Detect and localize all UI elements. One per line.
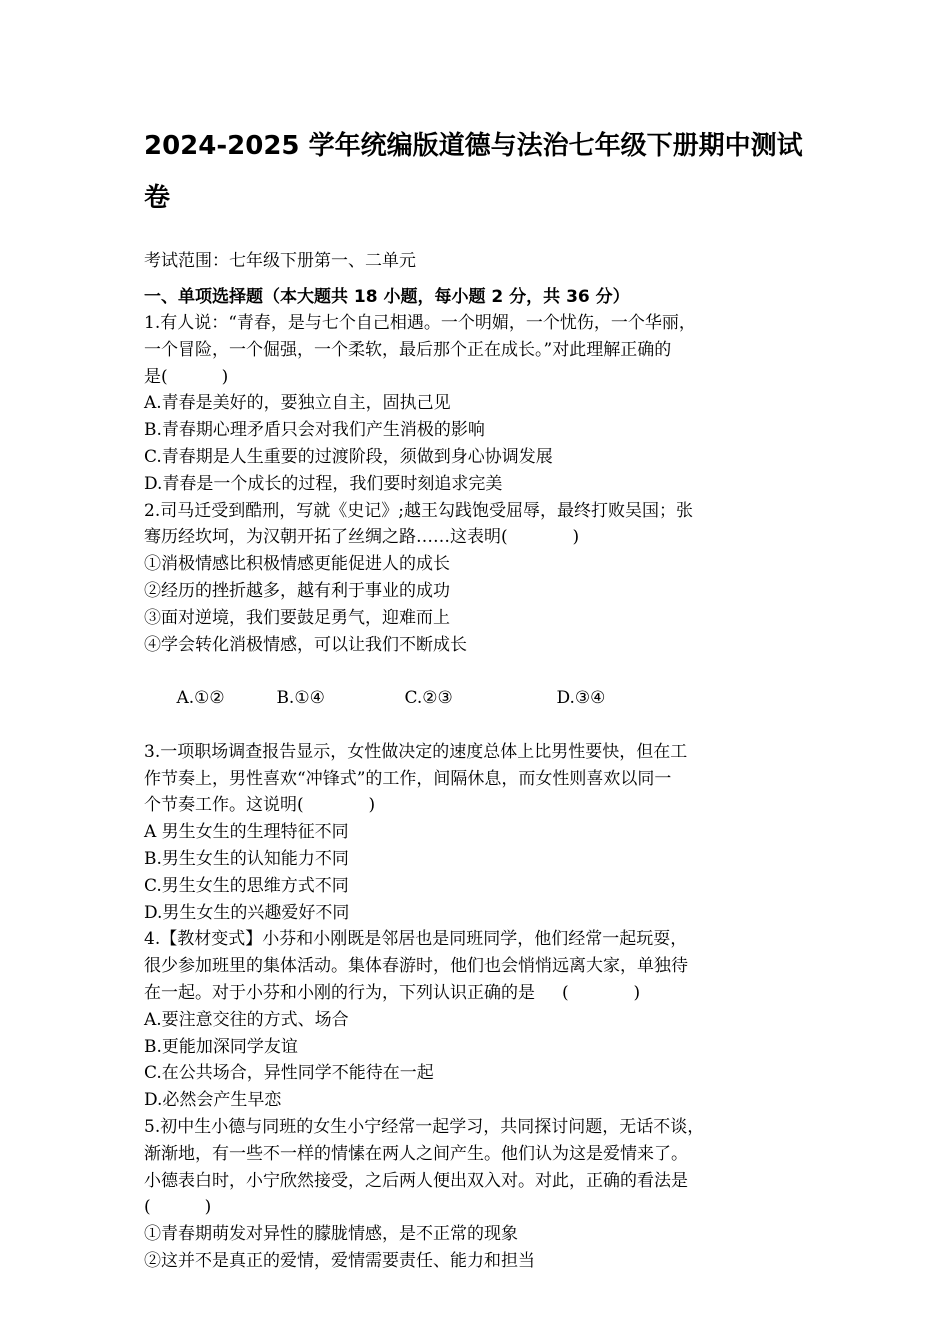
question-text: 很少参加班里的集体活动。集体春游时，他们也会悄悄远离大家，单独待 — [144, 956, 688, 977]
statement: ④学会转化消极情感，可以让我们不断成长 — [144, 634, 467, 655]
statement: ②这并不是真正的爱情，爱情需要责任、能力和担当 — [144, 1250, 535, 1271]
question-text: 2.司马迁受到酷刑，写就《史记》;越王勾践饱受屈辱，最终打败吴国；张 — [144, 500, 693, 521]
option: C.男生女生的思维方式不同 — [144, 875, 349, 896]
question-text: 1.有人说：“青春，是与七个自己相遇。一个明媚，一个忧伤，一个华丽， — [144, 313, 696, 333]
statement: ①青春期萌发对异性的朦胧情感，是不正常的现象 — [144, 1224, 518, 1245]
statement: ③面对逆境，我们要鼓足勇气，迎难而上 — [144, 607, 450, 628]
question-text: 是( ) — [144, 366, 229, 387]
question-3 — [144, 739, 810, 927]
option: C.青春期是人生重要的过渡阶段，须做到身心协调发展 — [144, 446, 553, 467]
question-2 — [144, 498, 810, 739]
question-text: 个节奏工作。这说明( ) — [144, 795, 376, 816]
option: D.男生女生的兴趣爱好不同 — [144, 902, 350, 923]
option: A 男生女生的生理特征不同 — [144, 822, 349, 843]
option: B.男生女生的认知能力不同 — [144, 848, 349, 869]
option: B.青春期心理矛盾只会对我们产生消极的影响 — [144, 420, 485, 441]
question-text: 作节奏上，男性喜欢“冲锋式”的工作，间隔休息，而女性则喜欢以同一 — [144, 768, 672, 789]
question-text: 3.一项职场调查报告显示，女性做决定的速度总体上比男性要快，但在工 — [144, 741, 688, 762]
option: C.②③ — [404, 688, 453, 709]
option: A.青春是美好的，要独立自主，固执己见 — [144, 393, 451, 414]
question-text: ( ) — [144, 1197, 212, 1218]
option: D.青春是一个成长的过程，我们要时刻追求完美 — [144, 473, 503, 494]
option: B.①④ — [276, 688, 325, 709]
option: C.在公共场合，异性同学不能待在一起 — [144, 1063, 434, 1084]
option: B.更能加深同学友谊 — [144, 1036, 298, 1057]
exam-scope: 考试范围：七年级下册第一、二单元 — [144, 251, 416, 271]
question-4 — [144, 926, 810, 1114]
question-text: 5.初中生小德与同班的女生小宁经常一起学习，共同探讨问题，无话不谈， — [144, 1116, 705, 1137]
question-text: 小德表白时，小宁欣然接受，之后两人便出双入对。对此，正确的看法是 — [144, 1170, 688, 1191]
option: A.要注意交往的方式、场合 — [144, 1009, 349, 1030]
question-text: 4.【教材变式】小芬和小刚既是邻居也是同班同学，他们经常一起玩耍， — [144, 929, 688, 950]
question-1 — [144, 310, 810, 498]
question-text: 渐渐地，有一些不一样的情愫在两人之间产生。他们认为这是爱情来了。 — [144, 1143, 688, 1164]
statement: ②经历的挫折越多，越有利于事业的成功 — [144, 580, 450, 601]
page-title: 2024-2025 学年统编版道德与法治七年级下册期中测试卷 — [144, 131, 803, 213]
section-heading: 一、单项选择题（本大题共 18 小题，每小题 2 分，共 36 分） — [144, 287, 630, 307]
statement: ①消极情感比积极情感更能促进人的成长 — [144, 554, 450, 575]
question-text: 在一起。对于小芬和小刚的行为，下列认识正确的是 ( ) — [144, 982, 641, 1003]
option: D.③④ — [556, 688, 606, 709]
question-text: 骞历经坎坷，为汉朝开拓了丝绸之路……这表明( ) — [144, 527, 580, 548]
option: A.①② — [176, 688, 225, 709]
question-text: 一个冒险，一个倔强，一个柔软，最后那个正在成长。”对此理解正确的 — [144, 339, 672, 360]
question-5 — [144, 1114, 810, 1275]
option: D.必然会产生早恋 — [144, 1090, 282, 1111]
option-row — [144, 658, 810, 738]
